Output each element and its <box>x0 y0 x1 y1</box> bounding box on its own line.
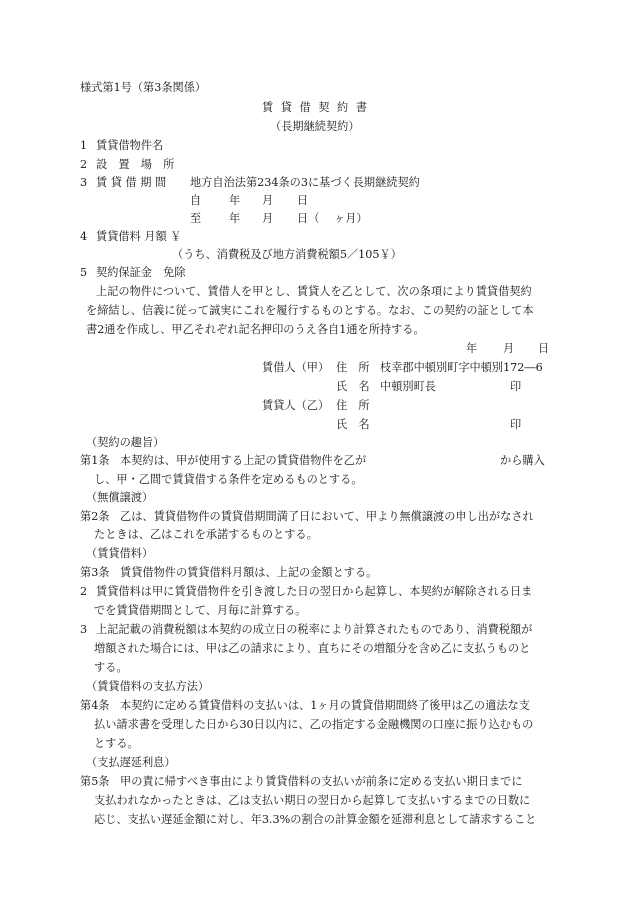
article1-line2: し、甲・乙間で賃貸借する条件を定めるものとする。 <box>94 473 363 486</box>
article3-para2-number: 2 <box>80 585 88 598</box>
article5-line3: 応じ、支払い遅延金額に対し、年3.3%の割合の計算金額を延滞利息として請求すること <box>94 813 537 826</box>
preamble-line3: 書2通を作成し、甲乙それぞれ記名押印のうえ各自1通を所持する。 <box>86 323 425 336</box>
lessor-role: 賃貸人（乙） <box>262 399 330 412</box>
article1-line1-end: から購入 <box>500 454 545 467</box>
preamble-line2: を締結し、信義に従って誠実にこれを履行するものとする。なお、この契約の証として本 <box>86 304 534 317</box>
item5-label: 契約保証金 免除 <box>96 266 186 279</box>
article5-number: 第5条 <box>80 775 110 788</box>
article2-caption: （無償譲渡） <box>86 491 154 504</box>
date-month: 月 <box>503 342 515 355</box>
article3-para2-line1: 賃貸借料は甲に賃貸借物件を引き渡した日の翌日から起算し、本契約が解除される日ま <box>96 585 533 598</box>
period-from-month: 月 <box>262 194 274 207</box>
item5-number: 5 <box>80 266 88 279</box>
lessee-address: 枝幸郡中頓別町字中頓別172―6 <box>380 361 543 374</box>
item4-label: 賃貸借料 月額 ￥ <box>96 230 182 243</box>
article3-para3-line2: 増額された場合には、甲は乙の請求により、直ちにその増額分を含め乙に支払うものと <box>94 642 531 655</box>
period-from-day: 日 <box>297 194 309 207</box>
lessee-role: 賃借人（甲） <box>262 361 330 374</box>
item2-number: 2 <box>80 158 88 171</box>
item1-number: 1 <box>80 139 88 152</box>
article5-caption: （支払遅延利息） <box>86 756 176 769</box>
lessor-seal: 印 <box>510 418 522 431</box>
article3-para3-line3: する。 <box>94 661 128 674</box>
document-subtitle: （長期継続契約） <box>270 120 360 133</box>
article5-line2: 支払われなかったときは、乙は支払い期日の翌日から起算して支払いするまでの日数に <box>94 794 531 807</box>
item4-tax-note: （うち、消費税及び地方消費税額5／105￥） <box>172 248 402 261</box>
period-to-month: 月 <box>262 212 274 225</box>
article1-line1: 本契約は、甲が使用する上記の賃貸借物件を乙が <box>120 454 367 467</box>
article3-para3-line1: 上記記載の消費税額は本契約の成立日の税率により計算されたものであり、消費税額が <box>96 623 533 636</box>
article2-line1: 乙は、賃貸借物件の賃貸借期間満了日において、甲より無償譲渡の申し出がなされ <box>120 510 534 523</box>
lessee-name: 中頓別町長 <box>380 380 436 393</box>
document-title: 賃 貸 借 契 約 書 <box>262 101 369 114</box>
lessor-address-label: 住 所 <box>336 399 370 412</box>
article4-line1: 本契約に定める賃貸借料の支払いは、1ヶ月の賃貸借期間終了後甲は乙の適法な支 <box>120 699 530 712</box>
date-year: 年 <box>466 342 478 355</box>
item3-value: 地方自治法第234条の3に基づく長期継続契約 <box>190 176 420 189</box>
period-to-year: 年 <box>229 212 241 225</box>
article1-caption: （契約の趣旨） <box>86 436 165 449</box>
article3-caption: （賃貸借料） <box>86 547 154 560</box>
item3-label: 賃 貸 借 期 間 <box>96 176 167 189</box>
period-from-year: 年 <box>229 194 241 207</box>
form-number: 様式第1号（第3条関係） <box>80 81 207 94</box>
article4-number: 第4条 <box>80 699 110 712</box>
date-day: 日 <box>538 342 550 355</box>
article2-number: 第2条 <box>80 510 110 523</box>
article2-line2: たときは、乙はこれを承諾するものとする。 <box>94 528 318 541</box>
article3-para2-line2: でを賃貸借期間として、月毎に計算する。 <box>94 604 307 617</box>
lessee-seal: 印 <box>510 380 522 393</box>
article3-para3-number: 3 <box>80 623 88 636</box>
article4-caption: （賃貸借料の支払方法） <box>86 680 210 693</box>
lessee-address-label: 住 所 <box>336 361 370 374</box>
item4-number: 4 <box>80 230 88 243</box>
period-to-day: 日（ <box>297 212 320 225</box>
period-from-prefix: 自 <box>190 194 202 207</box>
article4-line3: とする。 <box>94 737 139 750</box>
item1-label: 賃貸借物件名 <box>96 139 164 152</box>
period-to-months: ヶ月） <box>334 212 368 225</box>
lessor-name-label: 氏 名 <box>336 418 370 431</box>
lessee-name-label: 氏 名 <box>336 380 370 393</box>
article1-number: 第1条 <box>80 454 110 467</box>
period-to-prefix: 至 <box>190 212 202 225</box>
article3-number: 第3条 <box>80 566 110 579</box>
item2-label: 設 置 場 所 <box>96 158 175 171</box>
preamble-line1: 上記の物件について、賃借人を甲とし、賃貸人を乙として、次の条項により賃貸借契約 <box>96 285 532 298</box>
article4-line2: 払い請求書を受理した日から30日以内に、乙の指定する金融機関の口座に振り込むもの <box>94 718 534 731</box>
item3-number: 3 <box>80 176 88 189</box>
article3-line1: 賃貸借物件の賃貸借料月額は、上記の金額とする。 <box>120 566 378 579</box>
article5-line1: 甲の責に帰すべき事由により賃貸借料の支払いが前条に定める支払い期日までに <box>120 775 523 788</box>
